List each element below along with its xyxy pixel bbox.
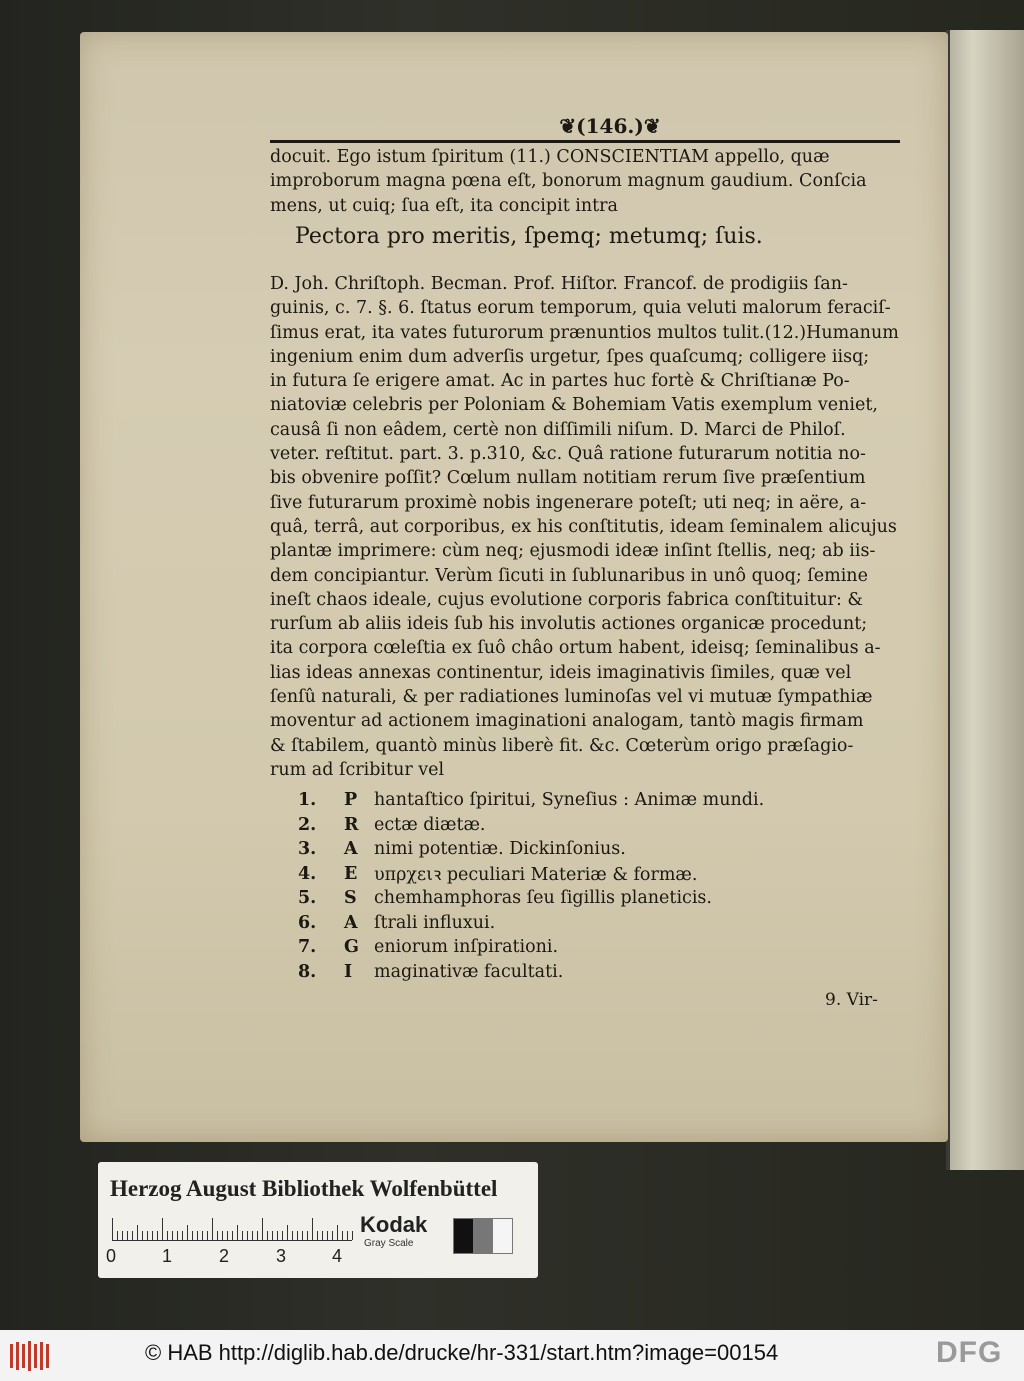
- list-initial: E: [344, 863, 358, 884]
- book-page: [80, 32, 948, 1142]
- text-line: ſimus erat, ita vates futurorum prænuntios multos tulit.(12.)Humanum: [270, 322, 899, 343]
- ruler-tick: [137, 1225, 138, 1240]
- text-line: plantæ imprimere: cùm neq; ejusmodi ideæ inſint ſtellis, neq; ab iis-: [270, 541, 876, 562]
- ruler-tick: [232, 1231, 233, 1240]
- list-text: nimi potentiæ. Dickinſonius.: [374, 839, 626, 860]
- ruler-tick: [132, 1231, 133, 1240]
- ruler-tick: [317, 1231, 318, 1240]
- list-initial: S: [344, 888, 357, 909]
- ruler-tick: [237, 1225, 238, 1240]
- ruler-number: 4: [332, 1246, 343, 1266]
- catchword: 9. Vir-: [825, 990, 878, 1010]
- text-line: D. Joh. Chriſtoph. Becman. Prof. Hiſtor. Francof. de prodigiis ſan-: [270, 274, 848, 294]
- list-item: [298, 813, 764, 838]
- text-line: ineſt chaos ideale, cujus evolutione corporis fabrica conſtituitur: &: [270, 589, 864, 610]
- text-line: improborum magna pœna eſt, bonorum magnum gaudium. Conſcia: [270, 171, 867, 192]
- text-line: moventur ad actionem imaginationi analogam, tantò magis firmam: [270, 711, 864, 732]
- ruler-tick: [247, 1231, 248, 1240]
- list-item: [298, 935, 764, 960]
- hab-logo-icon: [8, 1340, 52, 1372]
- verse-line: Pectora pro meritis, ſpemq; metumq; ſuis.: [295, 224, 763, 249]
- ruler-tick: [267, 1231, 268, 1240]
- text-line: in futura ſe erigere amat. Ac in partes huc fortè & Chriſtianæ Po-: [270, 371, 850, 392]
- ruler-tick: [112, 1218, 113, 1240]
- list-text: ſtrali influxui.: [374, 912, 496, 933]
- list-initial: P: [344, 790, 358, 811]
- list-item: [298, 886, 764, 911]
- list-initial: A: [344, 839, 358, 860]
- dfg-logo: DFG: [936, 1336, 1003, 1369]
- header-rule: [270, 140, 900, 143]
- ruler-tick: [197, 1231, 198, 1240]
- ruler-tick: [242, 1231, 243, 1240]
- ruler-tick: [327, 1231, 328, 1240]
- text-line: ingenium enim dum adverſis urgetur, ſpes quaſcumq; colligere iisq;: [270, 346, 870, 367]
- gray-patch: [454, 1219, 473, 1253]
- ruler-tick: [142, 1231, 143, 1240]
- ruler-number: 3: [276, 1246, 287, 1266]
- ruler-tick: [177, 1231, 178, 1240]
- ruler-tick: [282, 1231, 283, 1240]
- ruler-tick: [302, 1231, 303, 1240]
- copyright-link[interactable]: © HAB http://diglib.hab.de/drucke/hr-331/start.htm?image=00154: [145, 1340, 779, 1365]
- ruler-tick: [262, 1218, 263, 1240]
- ornament-left-icon: ❦: [559, 114, 577, 138]
- ruler-tick: [307, 1231, 308, 1240]
- paragraph-2: [270, 272, 900, 782]
- ruler-tick: [192, 1231, 193, 1240]
- library-name: Herzog August Bibliothek Wolfenbüttel: [110, 1176, 498, 1201]
- text-line: rum ad ſcribitur vel: [270, 759, 445, 780]
- ruler-tick: [257, 1231, 258, 1240]
- ruler-tick: [277, 1231, 278, 1240]
- enumerated-list: [298, 788, 764, 984]
- ruler-tick: [217, 1231, 218, 1240]
- list-item: [298, 837, 764, 862]
- list-initial: G: [344, 937, 359, 958]
- ruler-tick: [117, 1231, 118, 1240]
- text-line: & ſtabilem, quantò minùs liberè fit. &c. Cœterùm origo præſagio-: [270, 735, 854, 756]
- ruler-tick: [322, 1231, 323, 1240]
- gray-patch: [493, 1219, 512, 1253]
- list-item: [298, 960, 764, 985]
- scale-ruler: [112, 1216, 352, 1241]
- ruler-tick: [172, 1231, 173, 1240]
- list-initial: I: [344, 961, 353, 982]
- list-item: [298, 788, 764, 813]
- library-label-card: [98, 1162, 538, 1278]
- list-number: 1.: [298, 790, 317, 811]
- text-line: dem concipiantur. Verùm ſicuti in ſublunaribus in unô quoq; ſemine: [270, 565, 868, 586]
- list-number: 5.: [298, 888, 317, 909]
- ruler-tick: [332, 1231, 333, 1240]
- ruler-tick: [147, 1231, 148, 1240]
- ruler-tick: [167, 1231, 168, 1240]
- ruler-tick: [297, 1231, 298, 1240]
- ruler-tick: [202, 1231, 203, 1240]
- ruler-tick: [127, 1231, 128, 1240]
- list-text: chemhamphoras ſeu ſigillis planeticis.: [374, 888, 712, 909]
- text-line: causâ ſi non eâdem, certè non diſſimili niſum. D. Marci de Philoſ.: [270, 419, 846, 440]
- ruler-tick: [207, 1231, 208, 1240]
- gray-scale-label: Gray Scale: [364, 1238, 414, 1249]
- list-number: 6.: [298, 912, 317, 933]
- ruler-tick: [157, 1231, 158, 1240]
- gray-scale-patches: [453, 1218, 513, 1254]
- text-line: quâ, terrâ, aut corporibus, ex his conſtitutis, ideam ſeminalem alicujus: [270, 516, 897, 537]
- text-line: ſenſû naturali, & per radiationes luminoſas vel vi mutuæ ſympathiæ: [270, 687, 873, 708]
- list-text: hantaſtico ſpiritui, Syneſius : Animæ mundi.: [374, 790, 765, 811]
- list-initial: R: [344, 814, 359, 835]
- kodak-logo: Kodak: [360, 1212, 428, 1237]
- ruler-number: 2: [219, 1246, 230, 1266]
- list-item: [298, 862, 764, 887]
- page-number: (146.): [576, 114, 644, 138]
- list-initial: A: [344, 912, 358, 933]
- ruler-tick: [252, 1231, 253, 1240]
- ruler-tick: [337, 1225, 338, 1240]
- ruler-tick: [152, 1231, 153, 1240]
- text-line: mens, ut cuiq; ſua eſt, ita concipit intra: [270, 195, 618, 216]
- list-item: [298, 911, 764, 936]
- ruler-tick: [212, 1218, 213, 1240]
- ruler-tick: [227, 1231, 228, 1240]
- ruler-tick: [222, 1231, 223, 1240]
- ruler-tick: [272, 1231, 273, 1240]
- ruler-tick: [312, 1218, 313, 1240]
- paragraph-1: [270, 145, 900, 218]
- list-text: eniorum inſpirationi.: [374, 937, 559, 958]
- list-text: ectæ diætæ.: [374, 814, 486, 835]
- text-line: docuit. Ego istum ſpiritum (11.) CONSCIENTIAM appello, quæ: [270, 147, 830, 167]
- ruler-tick: [287, 1225, 288, 1240]
- ruler-tick: [162, 1218, 163, 1240]
- gray-patch: [473, 1219, 492, 1253]
- list-number: 4.: [298, 863, 317, 884]
- ruler-tick: [347, 1231, 348, 1240]
- ruler-tick: [182, 1231, 183, 1240]
- ruler-tick: [187, 1225, 188, 1240]
- ruler-tick: [122, 1231, 123, 1240]
- list-text: υπρχειꝛ peculiari Materiæ & formæ.: [374, 864, 698, 885]
- text-line: lias ideas annexas continentur, ideis imaginativis ſimiles, quæ vel: [270, 662, 852, 683]
- text-line: ſive futurarum proximè nobis ingenerare poteſt; uti neq; in aëre, a-: [270, 492, 867, 513]
- text-line: veter. reſtitut. part. 3. p.310, &c. Quâ ratione futurarum notitia no-: [270, 444, 866, 465]
- ornament-right-icon: ❦: [643, 114, 661, 138]
- list-number: 3.: [298, 839, 317, 860]
- ruler-tick: [292, 1231, 293, 1240]
- list-number: 7.: [298, 937, 317, 958]
- ruler-number: 1: [162, 1246, 173, 1266]
- next-page-edge: [950, 30, 1024, 1170]
- list-number: 2.: [298, 814, 317, 835]
- page-header: [270, 114, 950, 138]
- ruler-tick: [342, 1231, 343, 1240]
- text-line: ita corpora cœleſtia ex ſuô châo ortum habent, ideisq; ſeminalibus a-: [270, 638, 881, 659]
- text-line: niatoviæ celebris per Poloniam & Bohemiam Vatis exemplum veniet,: [270, 395, 878, 416]
- text-line: rurſum ab aliis ideis ſub his involutis actiones organicæ procedunt;: [270, 614, 868, 635]
- text-line: bis obvenire poſſit? Cœlum nullam notitiam rerum ſive præſentium: [270, 468, 866, 489]
- ruler-tick: [352, 1231, 353, 1240]
- list-text: maginativæ facultati.: [374, 961, 564, 982]
- text-line: guinis, c. 7. §. 6. ſtatus eorum temporum, quia veluti malorum feraciſ-: [270, 298, 891, 319]
- list-number: 8.: [298, 961, 317, 982]
- ruler-number: 0: [106, 1246, 117, 1266]
- footer-bar: [0, 1330, 1024, 1381]
